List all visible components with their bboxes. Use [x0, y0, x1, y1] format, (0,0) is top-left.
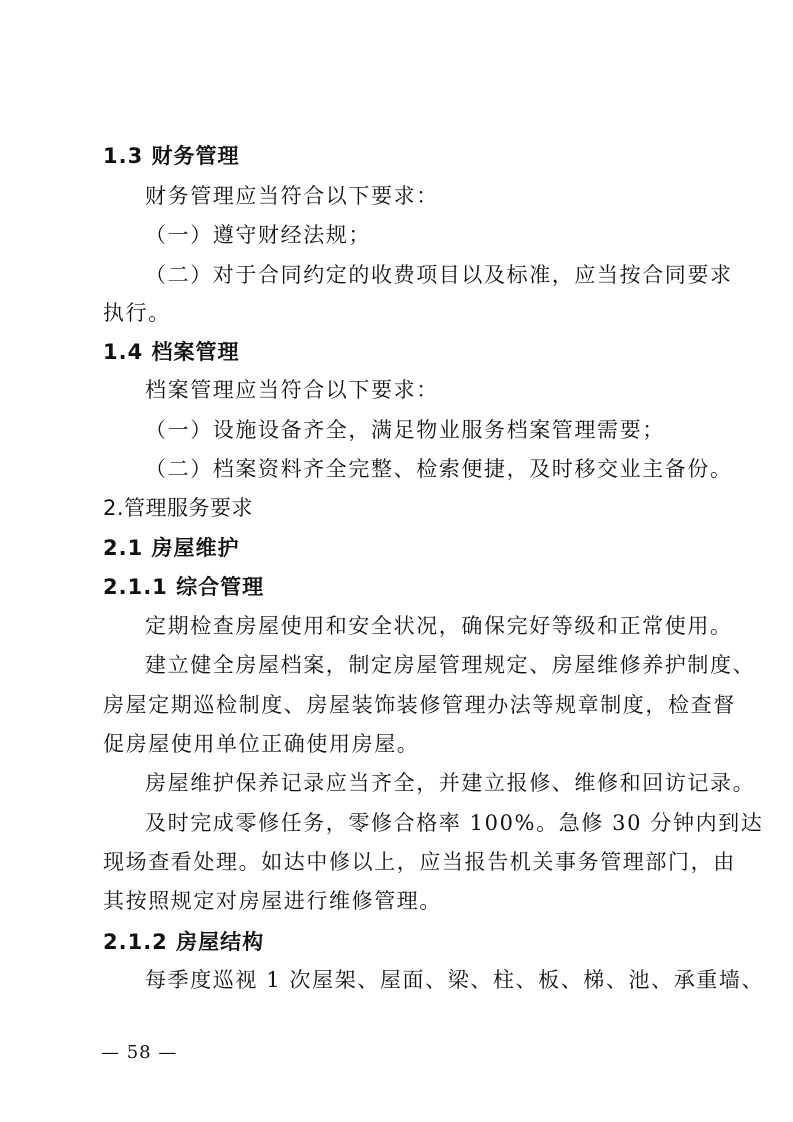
- section-heading-1-3: 1.3 财务管理: [103, 144, 240, 168]
- paragraph-line: 现场查看处理。如达中修以上，应当报告机关事务管理部门，由: [103, 850, 736, 874]
- list-item: （一）遵守财经法规；: [145, 223, 371, 247]
- list-item-continuation: 执行。: [103, 301, 171, 325]
- paragraph-line: 定期检查房屋使用和安全状况，确保完好等级和正常使用。: [145, 614, 733, 638]
- page-number: — 58 —: [101, 1042, 178, 1063]
- section-heading-1-4: 1.4 档案管理: [103, 340, 240, 364]
- paragraph-line: 房屋维护保养记录应当齐全，并建立报修、维修和回访记录。: [145, 771, 756, 795]
- list-item: （二）对于合同约定的收费项目以及标准，应当按合同要求: [145, 263, 733, 287]
- paragraph-line: 其按照规定对房屋进行维修管理。: [103, 889, 442, 913]
- paragraph-line: 建立健全房屋档案，制定房屋管理规定、房屋维修养护制度、: [145, 653, 756, 677]
- paragraph-line: 房屋定期巡检制度、房屋装饰装修管理办法等规章制度，检查督: [103, 693, 736, 717]
- section-heading-2-1-1: 2.1.1 综合管理: [103, 575, 265, 599]
- list-item: （二）档案资料齐全完整、检索便捷，及时移交业主备份。: [145, 457, 733, 481]
- section-heading-2-1-2: 2.1.2 房屋结构: [103, 930, 265, 954]
- paragraph-line: 财务管理应当符合以下要求：: [145, 184, 439, 208]
- paragraph-line: 及时完成零修任务，零修合格率 100%。急修 30 分钟内到达: [145, 811, 764, 835]
- section-heading-2-1: 2.1 房屋维护: [103, 536, 240, 560]
- paragraph-line: 档案管理应当符合以下要求：: [145, 378, 439, 402]
- section-heading-2: 2.管理服务要求: [103, 496, 254, 520]
- list-item: （一）设施设备齐全，满足物业服务档案管理需要；: [145, 418, 665, 442]
- paragraph-line: 促房屋使用单位正确使用房屋。: [103, 732, 420, 756]
- paragraph-line: 每季度巡视 1 次屋架、屋面、梁、柱、板、梯、池、承重墙、: [145, 968, 765, 992]
